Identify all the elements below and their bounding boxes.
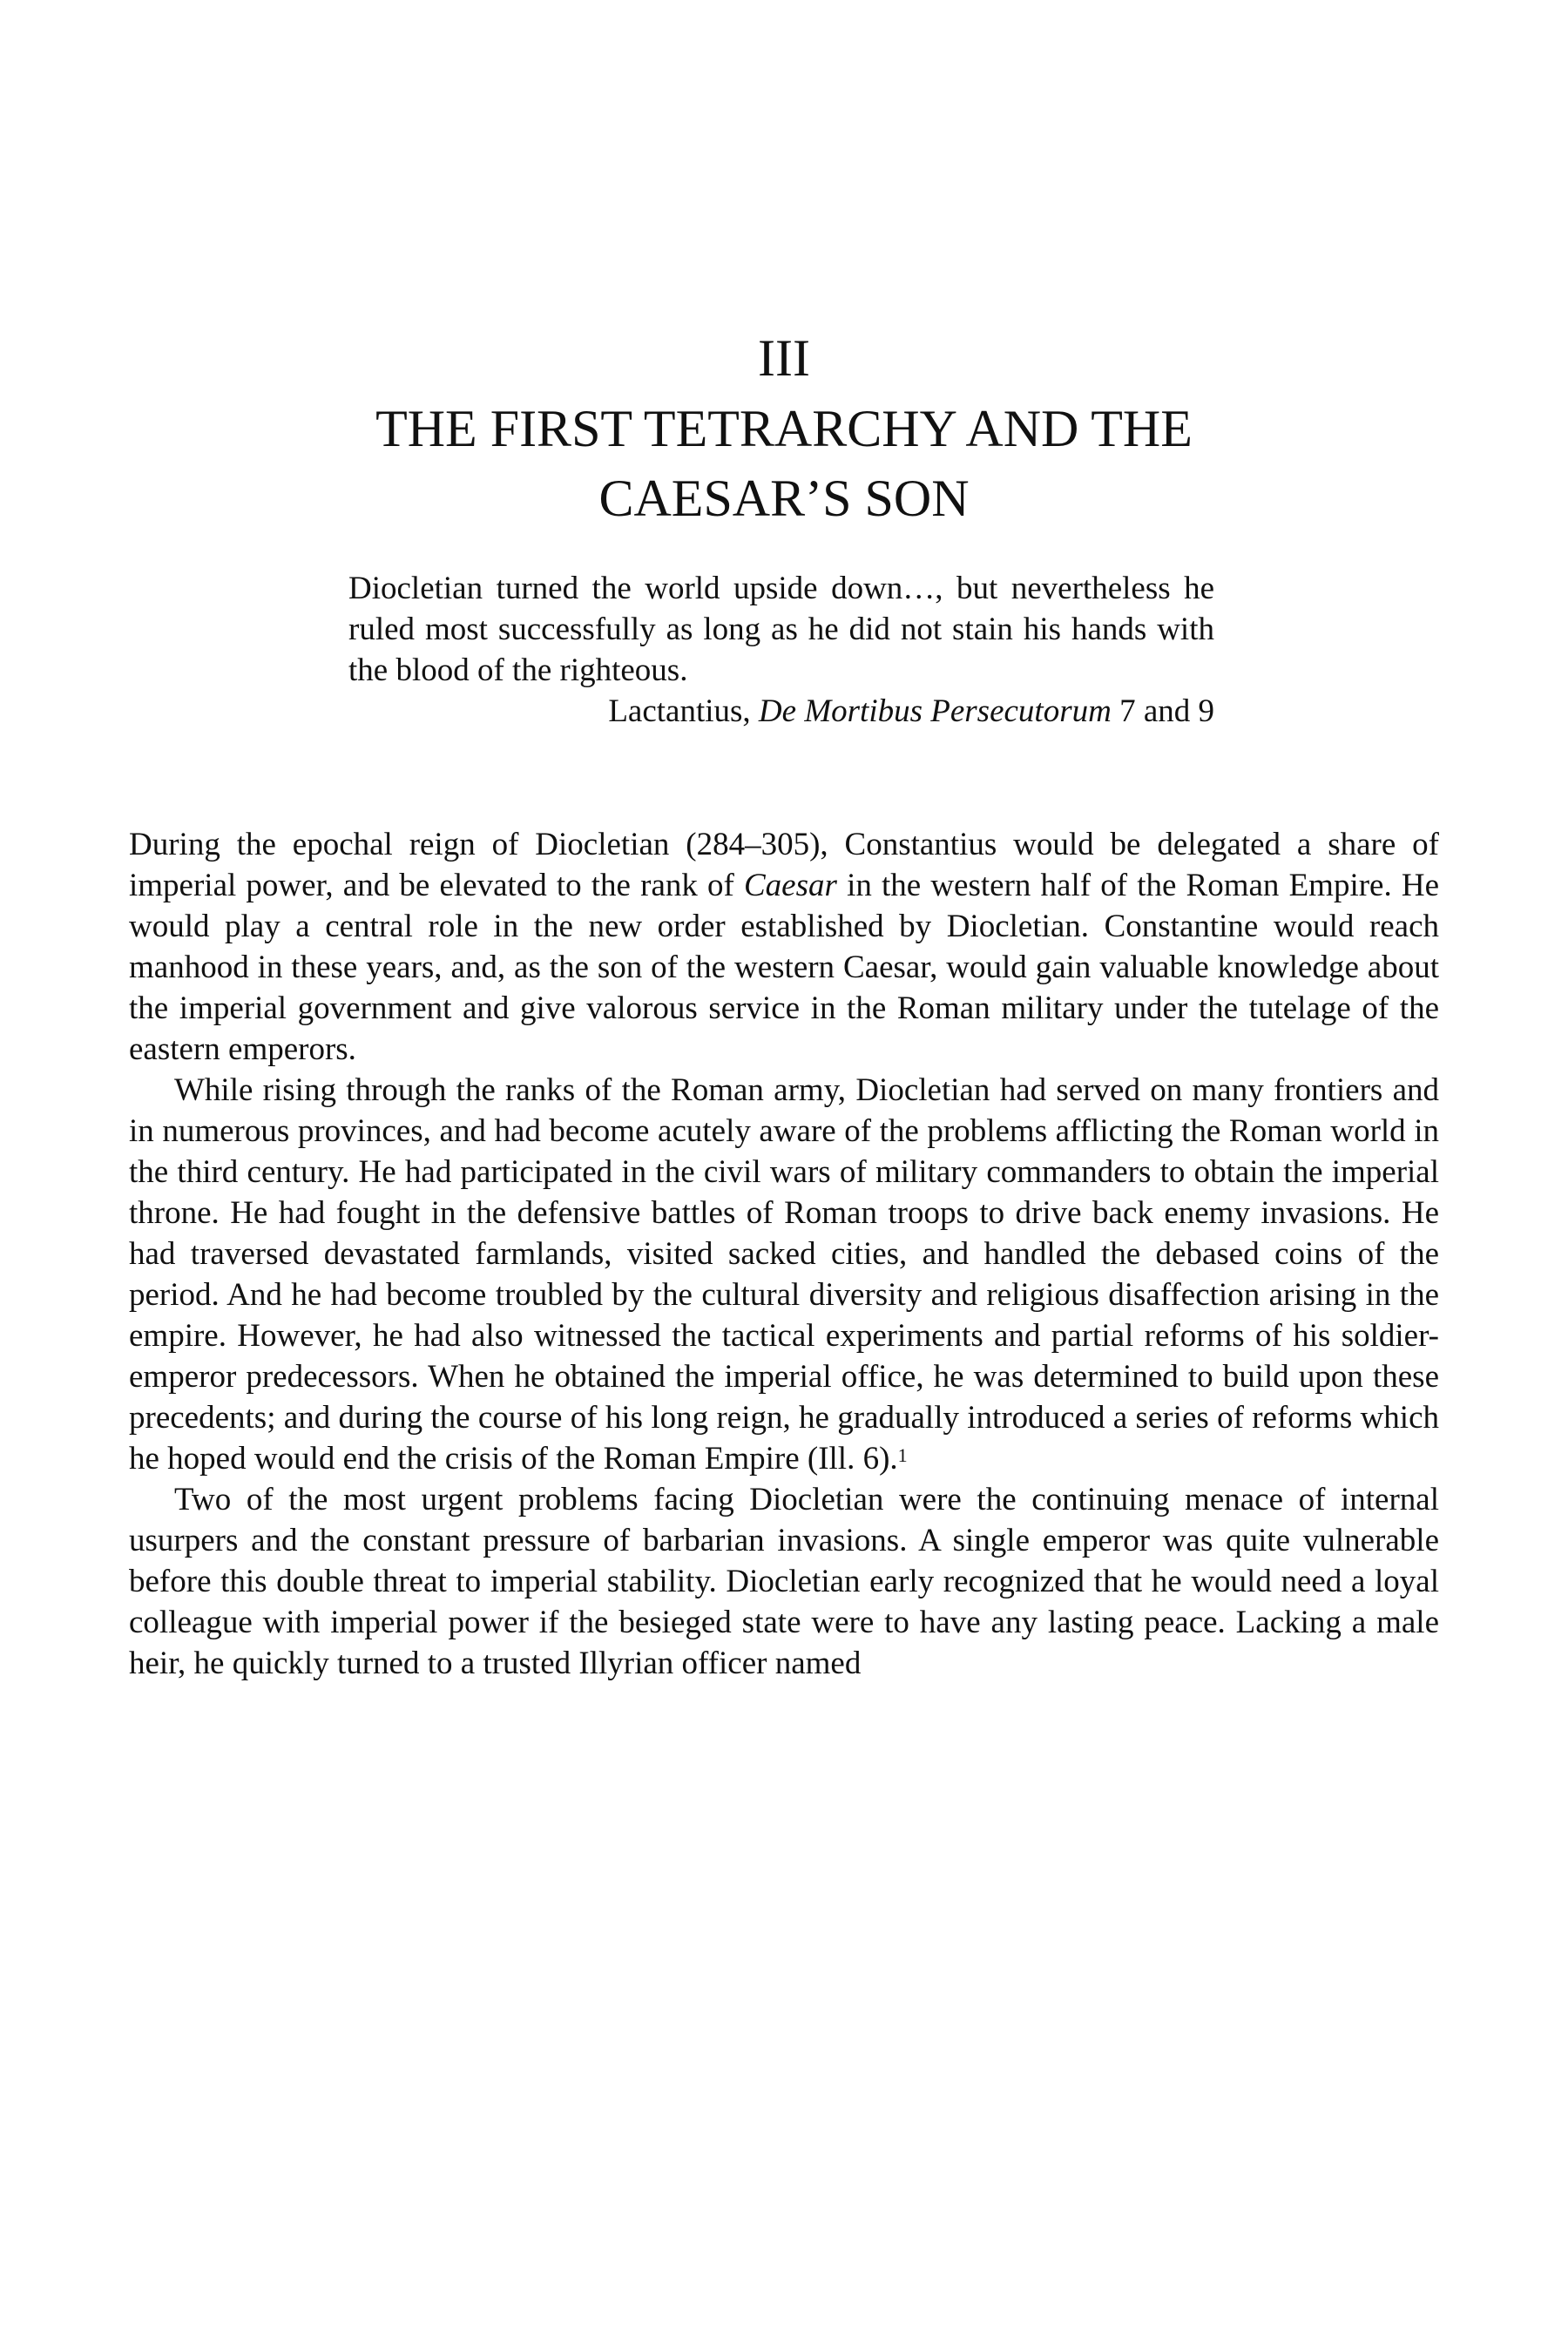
chapter-title: THE FIRST TETRARCHY AND THE CAESAR’S SON bbox=[375, 400, 1193, 527]
epigraph-reference: 7 and 9 bbox=[1119, 693, 1214, 729]
paragraph-1-text-end: in the western half of the Roman Empire. He would play a central role in the new order established by Diocletian. Constantine would reach manhood in these years, and, as the son of the western Caesar, would gain valuable knowledge about the imperial government and give valorous service in the Roman military under the tutelage of the eastern emperors. bbox=[129, 868, 1440, 1067]
paragraph-2 bbox=[129, 1070, 1439, 1479]
epigraph-author: Lactantius, bbox=[608, 693, 751, 729]
paragraph-1 bbox=[129, 824, 1439, 1070]
paragraph-3 bbox=[129, 1479, 1439, 1684]
paragraph-1-italic-term: Caesar bbox=[744, 868, 837, 903]
paragraph-2-text: While rising through the ranks of the Roman army, Diocletian had served on many frontiers and in numerous provinces, and had become acutely aware of the problems afflicting the Roman world in the third century. He had participated in the civil wars of military commanders to obtain the imperial throne. He had fought in the defensive battles of Roman troops to drive back enemy invasions. He had traversed devastated farmlands, visited sacked cities, and handled the debased coins of the period. And he had become troubled by the cultural diversity and religious disaffection arising in the empire. However, he had also witnessed the tactical experiments and partial reforms of his soldier-emperor predecessors. When he obtained the imperial office, he was determined to build upon these precedents; and during the course of his long reign, he gradually introduced a series of reforms which he hoped would end the crisis of the Roman Empire (Ill. 6). bbox=[129, 1072, 1439, 1477]
paragraph-3-text: Two of the most urgent problems facing Diocletian were the continuing menace of internal usurpers and the constant pressure of barbarian invasions. A single emperor was quite vulnerable before this double threat to imperial stability. Diocletian early recognized that he would need a loyal colleague with imperial power if the besieged state were to have any lasting peace. Lacking a male heir, he quickly turned to a trusted Illyrian officer named bbox=[129, 1482, 1439, 1681]
epigraph-work-title: De Mortibus Persecutorum bbox=[758, 693, 1112, 729]
footnote-marker[interactable]: 1 bbox=[897, 1444, 908, 1466]
paragraph-1-text-start: During the epochal reign of Diocletian (284–305), Constantius would be delegated a share of imperial power, and be elevated to the rank of bbox=[129, 827, 1439, 903]
chapter-number: III bbox=[758, 329, 810, 387]
epigraph-quote: Diocletian turned the world upside down…, but nevertheless he ruled most successfully as long as he did not stain his hands with the blood of the righteous. bbox=[348, 571, 1214, 688]
epigraph bbox=[348, 568, 1214, 732]
body-text bbox=[129, 824, 1439, 1684]
epigraph-attribution bbox=[348, 691, 1214, 732]
